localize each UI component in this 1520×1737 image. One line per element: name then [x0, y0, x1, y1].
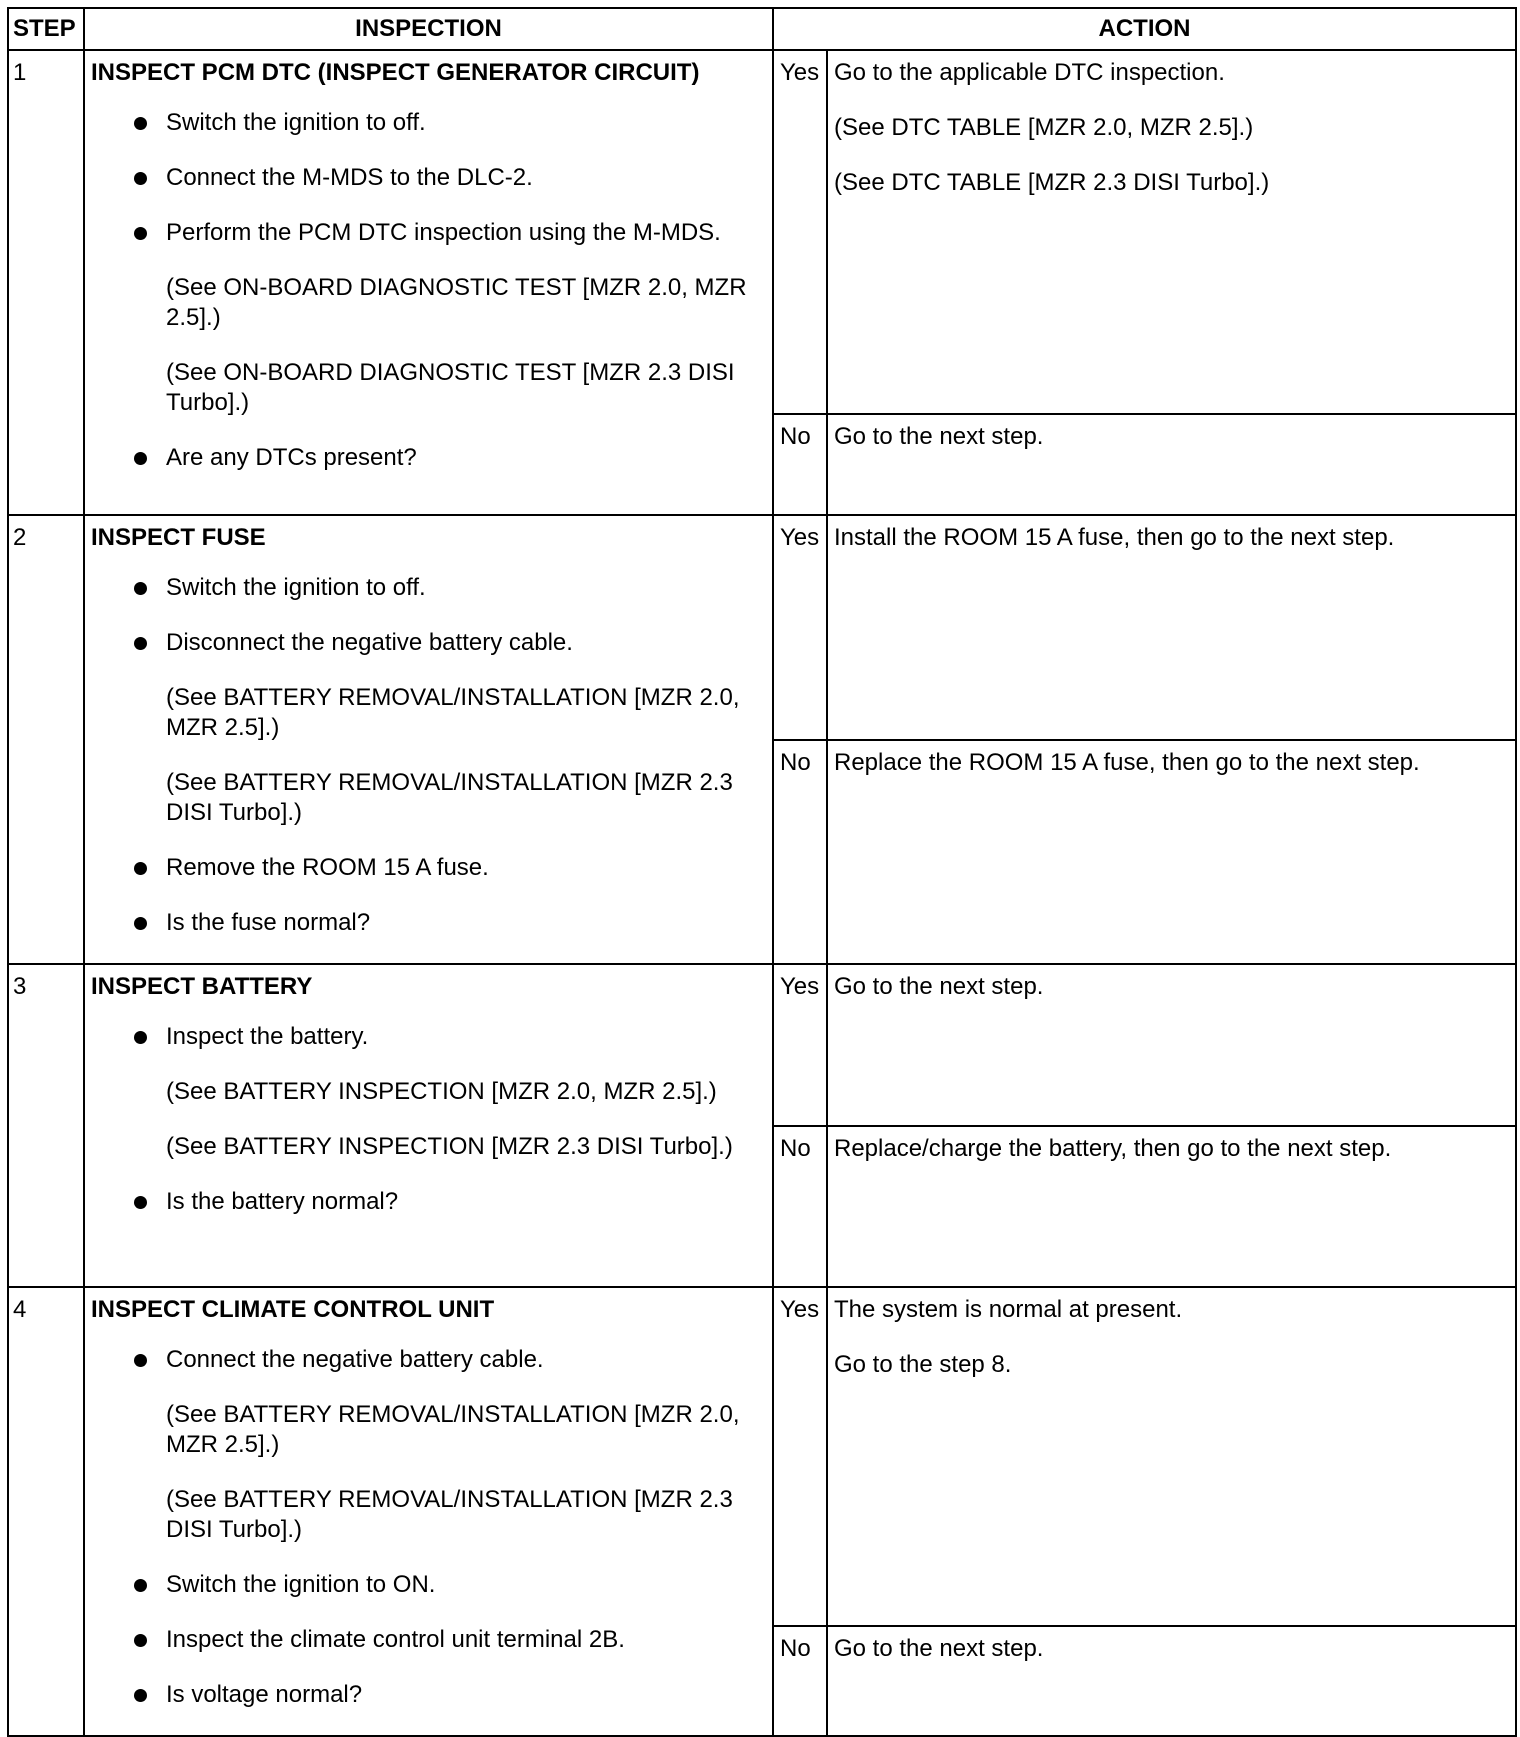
inspection-column-header: INSPECTION [84, 8, 773, 50]
inspection-item [91, 108, 772, 138]
action-text: Go to the next step. [834, 973, 1044, 1000]
action-text: Go to the step 8. [834, 1351, 1012, 1378]
yes-action-cell [827, 1287, 1516, 1626]
inspection-document [7, 7, 1515, 1708]
reference-text: (See ON-BOARD DIAGNOSTIC TEST [MZR 2.3 DISI Turbo].) [166, 359, 735, 416]
step-title: INSPECT CLIMATE CONTROL UNIT [91, 1296, 495, 1323]
inspection-item-text: Connect the M-MDS to the DLC-2. [166, 164, 533, 191]
no-action-cell [827, 414, 1516, 515]
yes-label: Yes [773, 50, 827, 414]
reference-text: (See BATTERY REMOVAL/INSTALLATION [MZR 2.0, MZR 2.5].) [166, 684, 740, 741]
inspection-item-text: Connect the negative battery cable. [166, 1346, 544, 1373]
step-title: INSPECT PCM DTC (INSPECT GENERATOR CIRCUIT) [91, 59, 700, 86]
no-label: No [773, 740, 827, 965]
bullet-icon [134, 172, 147, 185]
inspection-item-text: Inspect the battery. [166, 1023, 369, 1050]
header-row [8, 8, 1516, 50]
reference-text: (See BATTERY REMOVAL/INSTALLATION [MZR 2.3 DISI Turbo].) [166, 1486, 733, 1543]
step-title: INSPECT FUSE [91, 524, 266, 551]
step-number: 2 [8, 515, 84, 964]
step-row-yes [8, 515, 1516, 740]
inspection-item [91, 218, 772, 418]
bullet-icon [134, 227, 147, 240]
bullet-icon [134, 1354, 147, 1367]
inspection-list [91, 1345, 772, 1710]
inspection-table [7, 7, 1517, 1737]
bullet-icon [134, 1031, 147, 1044]
inspection-item [91, 1680, 772, 1710]
inspection-item-text: Switch the ignition to off. [166, 574, 426, 601]
reference-text: (See BATTERY REMOVAL/INSTALLATION [MZR 2.3 DISI Turbo].) [166, 769, 733, 826]
bullet-icon [134, 862, 147, 875]
bullet-icon [134, 1196, 147, 1209]
reference-text: (See ON-BOARD DIAGNOSTIC TEST [MZR 2.0, MZR 2.5].) [166, 274, 747, 331]
inspection-cell [84, 1287, 773, 1736]
action-text: Replace/charge the battery, then go to the next step. [834, 1135, 1392, 1162]
no-label: No [773, 1126, 827, 1287]
inspection-list [91, 573, 772, 938]
inspection-item [91, 1570, 772, 1600]
no-action-cell [827, 1126, 1516, 1287]
inspection-item-text: Switch the ignition to ON. [166, 1571, 436, 1598]
no-label: No [773, 1626, 827, 1736]
no-action-cell [827, 1626, 1516, 1736]
action-text: Go to the applicable DTC inspection. [834, 59, 1225, 86]
action-text: Replace the ROOM 15 A fuse, then go to the next step. [834, 748, 1420, 776]
inspection-item-text: Is the fuse normal? [166, 909, 371, 936]
inspection-item [91, 853, 772, 883]
table-body [8, 50, 1516, 1736]
bullet-icon [134, 1579, 147, 1592]
inspection-item [91, 443, 772, 473]
step-row-yes [8, 1287, 1516, 1626]
step-row-yes [8, 50, 1516, 414]
inspection-item-text: Perform the PCM DTC inspection using the M-MDS. [166, 219, 721, 246]
action-text: (See DTC TABLE [MZR 2.3 DISI Turbo].) [834, 169, 1270, 196]
bullet-icon [134, 582, 147, 595]
yes-label: Yes [773, 515, 827, 740]
inspection-item-text: Disconnect the negative battery cable. [166, 629, 573, 656]
inspection-item-text: Are any DTCs present? [166, 444, 417, 471]
inspection-item [91, 908, 772, 938]
action-text: (See DTC TABLE [MZR 2.0, MZR 2.5].) [834, 114, 1254, 141]
inspection-list [91, 108, 772, 473]
inspection-item [91, 1345, 772, 1545]
inspection-item-text: Is voltage normal? [166, 1681, 363, 1708]
inspection-item [91, 163, 772, 193]
bullet-icon [134, 1634, 147, 1647]
action-text: Go to the next step. [834, 423, 1044, 450]
action-column-header: ACTION [773, 8, 1516, 50]
inspection-item-text: Switch the ignition to off. [166, 109, 426, 136]
reference-text: (See BATTERY REMOVAL/INSTALLATION [MZR 2.0, MZR 2.5].) [166, 1401, 740, 1458]
action-text: Go to the next step. [834, 1635, 1044, 1663]
inspection-cell [84, 964, 773, 1287]
inspection-cell [84, 50, 773, 515]
inspection-item-text: Inspect the climate control unit terminal 2B. [166, 1626, 625, 1653]
step-row-yes [8, 964, 1516, 1126]
inspection-item [91, 628, 772, 828]
no-label: No [773, 414, 827, 515]
inspection-item-text: Is the battery normal? [166, 1188, 399, 1215]
step-number: 3 [8, 964, 84, 1287]
yes-action-cell [827, 50, 1516, 414]
step-number: 4 [8, 1287, 84, 1736]
inspection-item [91, 1022, 772, 1162]
no-action-cell [827, 740, 1516, 965]
yes-label: Yes [773, 1287, 827, 1626]
reference-text: (See BATTERY INSPECTION [MZR 2.3 DISI Turbo].) [166, 1133, 733, 1160]
inspection-item [91, 573, 772, 603]
step-column-header: STEP [8, 8, 84, 50]
bullet-icon [134, 117, 147, 130]
bullet-icon [134, 917, 147, 930]
action-text: Install the ROOM 15 A fuse, then go to the next step. [834, 524, 1395, 551]
inspection-item [91, 1187, 772, 1217]
reference-text: (See BATTERY INSPECTION [MZR 2.0, MZR 2.5].) [166, 1078, 717, 1105]
inspection-list [91, 1022, 772, 1217]
yes-action-cell [827, 515, 1516, 740]
inspection-item-text: Remove the ROOM 15 A fuse. [166, 854, 489, 881]
step-title: INSPECT BATTERY [91, 973, 313, 1000]
action-text: The system is normal at present. [834, 1296, 1183, 1323]
inspection-cell [84, 515, 773, 964]
yes-action-cell [827, 964, 1516, 1126]
bullet-icon [134, 637, 147, 650]
bullet-icon [134, 1689, 147, 1702]
inspection-item [91, 1625, 772, 1655]
bullet-icon [134, 452, 147, 465]
yes-label: Yes [773, 964, 827, 1126]
step-number: 1 [8, 50, 84, 515]
